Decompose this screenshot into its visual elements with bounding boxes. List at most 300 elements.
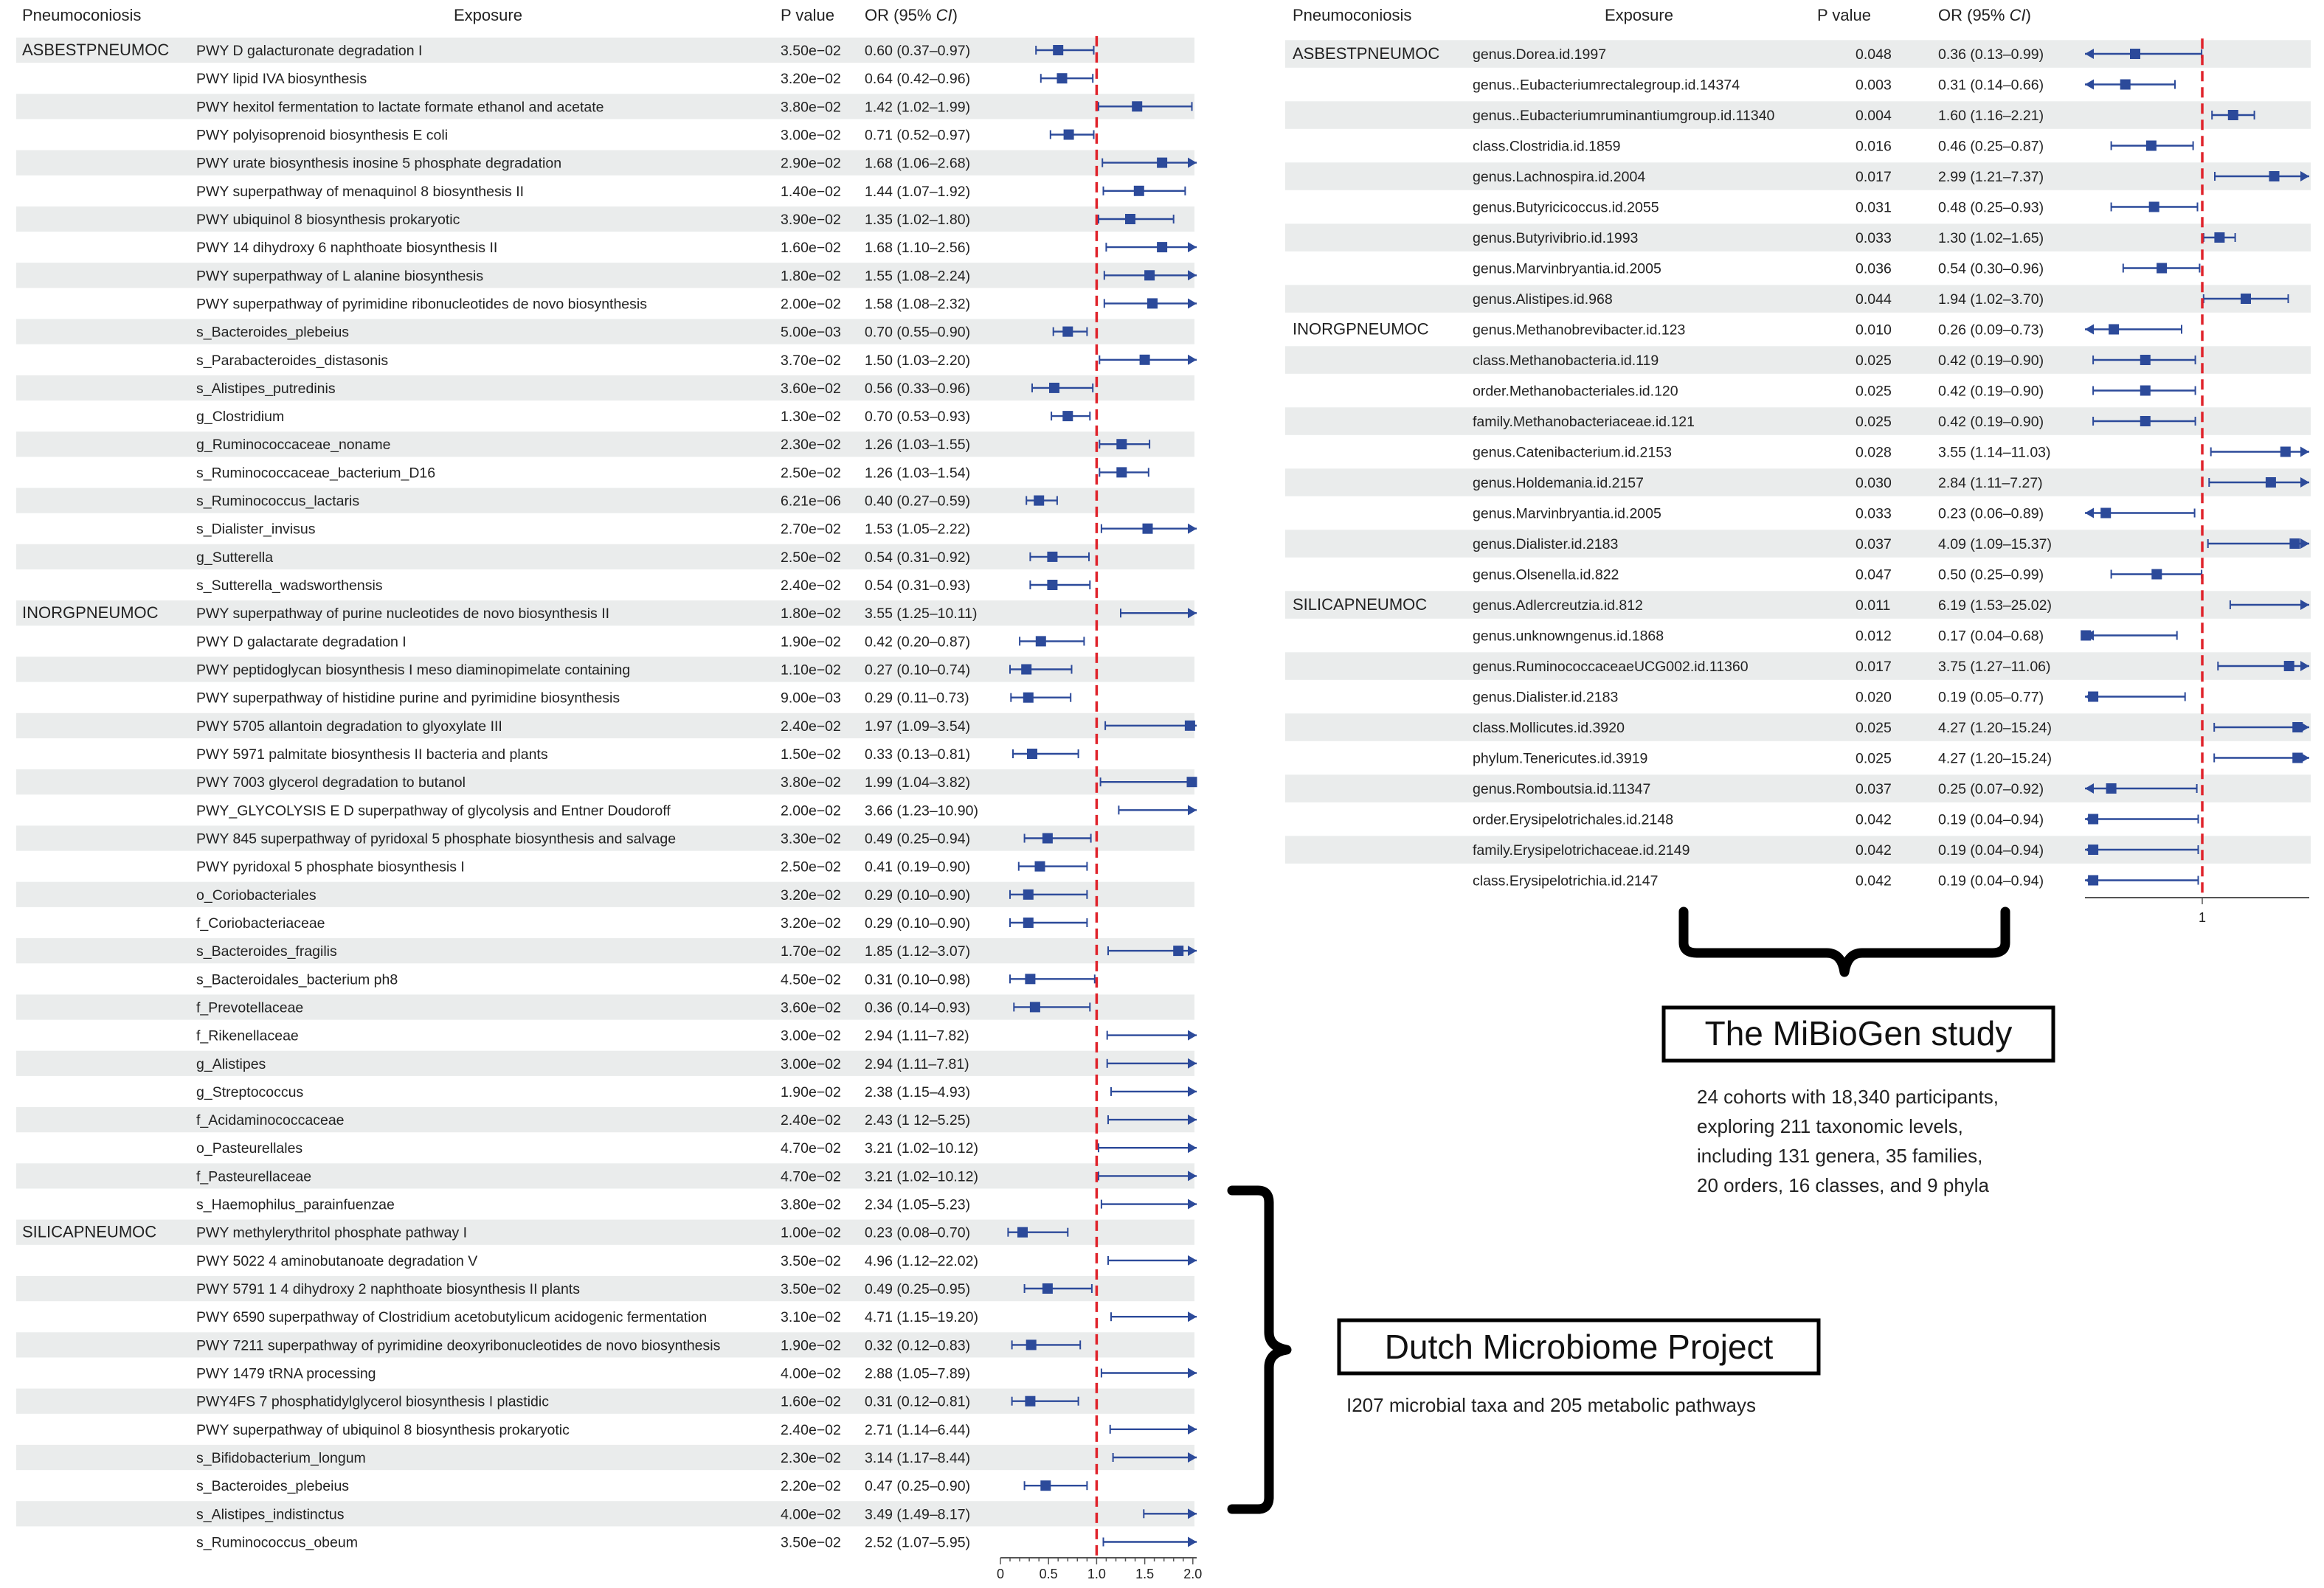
right-p-value: 0.017 bbox=[1856, 169, 1892, 185]
left-p-value: 1.90e−02 bbox=[781, 1337, 841, 1354]
left-exposure-label: PWY peptidoglycan biosynthesis I meso diaminopimelate containing bbox=[196, 662, 631, 679]
left-or-text: 3.21 (1.02–10.12) bbox=[865, 1140, 978, 1157]
left-or-text: 0.60 (0.37–0.97) bbox=[865, 43, 971, 59]
left-row-band bbox=[16, 150, 1194, 176]
left-point-estimate bbox=[1047, 552, 1057, 562]
left-p-value: 5.00e−03 bbox=[781, 324, 841, 341]
left-or-text: 0.36 (0.14–0.93) bbox=[865, 999, 971, 1016]
left-exposure-label: s_Alistipes_putredinis bbox=[196, 380, 336, 397]
left-or-text: 0.70 (0.53–0.93) bbox=[865, 409, 971, 426]
left-p-value: 3.50e−02 bbox=[781, 1252, 841, 1269]
left-point-estimate bbox=[1143, 524, 1153, 534]
right-header-or: OR (95% CI) bbox=[1938, 6, 2031, 24]
left-p-value: 2.90e−02 bbox=[781, 155, 841, 172]
right-or-text: 6.19 (1.53–25.02) bbox=[1938, 597, 2052, 614]
right-p-value: 0.044 bbox=[1856, 291, 1892, 308]
right-point-estimate bbox=[2228, 110, 2238, 120]
right-exposure-label: genus.Butyrivibrio.id.1993 bbox=[1473, 230, 1639, 246]
left-group-label: INORGPNEUMOC bbox=[22, 603, 159, 623]
right-point-estimate bbox=[2106, 783, 2117, 794]
left-or-text: 0.23 (0.08–0.70) bbox=[865, 1224, 971, 1241]
left-or-text: 1.68 (1.10–2.56) bbox=[865, 240, 971, 257]
right-point-estimate bbox=[2088, 845, 2098, 855]
left-exposure-label: s_Ruminococcus_obeum bbox=[196, 1534, 358, 1551]
left-point-estimate bbox=[1187, 777, 1197, 787]
left-or-text: 1.53 (1.05–2.22) bbox=[865, 521, 971, 538]
mibiogen-title: The MiBioGen study bbox=[1704, 1014, 2013, 1053]
left-exposure-label: PWY superpathway of purine nucleotides de novo biosynthesis II bbox=[196, 606, 610, 623]
right-or-text: 0.48 (0.25–0.93) bbox=[1938, 199, 2044, 216]
left-or-text: 1.97 (1.09–3.54) bbox=[865, 718, 971, 735]
right-tick-label: 1 bbox=[2198, 910, 2207, 925]
left-p-value: 1.60e−02 bbox=[781, 1393, 841, 1410]
right-point-estimate bbox=[2088, 876, 2098, 886]
left-or-text: 1.42 (1.02–1.99) bbox=[865, 99, 971, 116]
left-row-band bbox=[16, 1107, 1194, 1132]
left-exposure-label: PWY superpathway of L alanine biosynthesis bbox=[196, 268, 484, 285]
left-or-text: 0.29 (0.10–0.90) bbox=[865, 915, 971, 932]
left-p-value: 1.30e−02 bbox=[781, 409, 841, 426]
left-or-text: 0.40 (0.27–0.59) bbox=[865, 493, 971, 510]
left-point-estimate bbox=[1049, 383, 1059, 393]
right-or-text: 0.42 (0.19–0.90) bbox=[1938, 353, 2044, 369]
right-exposure-label: family.Erysipelotrichaceae.id.2149 bbox=[1473, 842, 1690, 859]
right-point-estimate bbox=[2149, 202, 2159, 212]
left-exposure-label: s_Sutterella_wadsworthensis bbox=[196, 578, 383, 594]
dutch-brace bbox=[1232, 1190, 1287, 1509]
right-p-value: 0.025 bbox=[1856, 383, 1892, 400]
left-exposure-label: f_Coriobacteriaceae bbox=[196, 915, 325, 932]
left-point-estimate bbox=[1125, 214, 1135, 224]
right-header-exposure: Exposure bbox=[1605, 6, 1673, 24]
right-p-value: 0.016 bbox=[1856, 138, 1892, 155]
dutch-title: Dutch Microbiome Project bbox=[1384, 1328, 1774, 1366]
left-p-value: 2.40e−02 bbox=[781, 718, 841, 735]
left-row-band bbox=[16, 769, 1194, 794]
right-p-value: 0.033 bbox=[1856, 230, 1892, 246]
left-exposure-label: PWY methylerythritol phosphate pathway I bbox=[196, 1224, 468, 1241]
left-exposure-label: PWY pyridoxal 5 phosphate biosynthesis I bbox=[196, 859, 465, 876]
right-point-estimate bbox=[2269, 171, 2280, 181]
left-or-text: 2.94 (1.11–7.82) bbox=[865, 1027, 969, 1044]
left-or-text: 1.44 (1.07–1.92) bbox=[865, 183, 971, 200]
right-exposure-label: genus.Romboutsia.id.11347 bbox=[1473, 781, 1651, 797]
right-exposure-label: genus.Alistipes.id.968 bbox=[1473, 291, 1613, 308]
left-or-text: 0.27 (0.10–0.74) bbox=[865, 662, 971, 679]
right-exposure-label: genus.Butyricicoccus.id.2055 bbox=[1473, 199, 1659, 216]
right-exposure-label: phylum.Tenericutes.id.3919 bbox=[1473, 750, 1648, 767]
left-row-band bbox=[16, 431, 1194, 457]
left-exposure-label: f_Pasteurellaceae bbox=[196, 1168, 312, 1185]
left-p-value: 3.20e−02 bbox=[781, 887, 841, 904]
right-or-text: 0.31 (0.14–0.66) bbox=[1938, 77, 2044, 94]
left-p-value: 3.20e−02 bbox=[781, 915, 841, 932]
right-p-value: 0.017 bbox=[1856, 659, 1892, 675]
left-ci-arrow-right bbox=[1188, 1086, 1197, 1097]
right-p-value: 0.012 bbox=[1856, 628, 1892, 645]
left-p-value: 3.00e−02 bbox=[781, 127, 841, 144]
left-point-estimate bbox=[1017, 1227, 1028, 1238]
right-exposure-label: genus.Dialister.id.2183 bbox=[1473, 536, 1619, 552]
right-exposure-label: genus.Olsenella.id.822 bbox=[1473, 566, 1619, 583]
left-exposure-label: PWY polyisoprenoid biosynthesis E coli bbox=[196, 127, 449, 144]
left-p-value: 3.60e−02 bbox=[781, 999, 841, 1016]
left-row-band bbox=[16, 1051, 1194, 1076]
right-ci-arrow-right bbox=[2300, 447, 2309, 457]
right-exposure-label: class.Mollicutes.id.3920 bbox=[1473, 720, 1625, 736]
right-p-value: 0.042 bbox=[1856, 811, 1892, 828]
left-exposure-label: o_Pasteurellales bbox=[196, 1140, 303, 1157]
left-exposure-label: f_Acidaminococcaceae bbox=[196, 1112, 345, 1129]
left-row-band bbox=[16, 1501, 1194, 1526]
left-p-value: 2.50e−02 bbox=[781, 859, 841, 876]
right-p-value: 0.025 bbox=[1856, 414, 1892, 430]
left-point-estimate bbox=[1185, 721, 1195, 731]
left-or-text: 0.31 (0.12–0.81) bbox=[865, 1393, 971, 1410]
left-exposure-label: s_Parabacteroides_distasonis bbox=[196, 352, 389, 369]
left-p-value: 3.80e−02 bbox=[781, 774, 841, 791]
right-p-value: 0.003 bbox=[1856, 77, 1892, 94]
left-exposure-label: g_Alistipes bbox=[196, 1055, 266, 1072]
right-exposure-label: genus..Eubacteriumrectalegroup.id.14374 bbox=[1473, 77, 1740, 94]
right-point-estimate bbox=[2146, 141, 2157, 151]
left-p-value: 3.50e−02 bbox=[781, 43, 841, 59]
right-point-estimate bbox=[2100, 508, 2111, 519]
left-or-text: 4.96 (1.12–22.02) bbox=[865, 1252, 978, 1269]
left-p-value: 3.50e−02 bbox=[781, 1534, 841, 1551]
left-point-estimate bbox=[1035, 861, 1045, 872]
right-or-text: 3.75 (1.27–11.06) bbox=[1938, 659, 2051, 675]
left-tick-label: 1.5 bbox=[1135, 1567, 1155, 1581]
left-row-band bbox=[16, 1445, 1194, 1470]
right-p-value: 0.025 bbox=[1856, 353, 1892, 369]
left-exposure-label: s_Bacteroides_fragilis bbox=[196, 943, 337, 960]
left-p-value: 3.30e−02 bbox=[781, 831, 841, 847]
left-ci-arrow-right bbox=[1188, 298, 1197, 308]
right-point-estimate bbox=[2292, 753, 2303, 763]
right-point-estimate bbox=[2130, 49, 2140, 59]
left-exposure-label: PWY superpathway of menaquinol 8 biosynthesis II bbox=[196, 183, 525, 200]
right-point-estimate bbox=[2120, 80, 2131, 90]
left-group-label: ASBESTPNEUMOC bbox=[22, 41, 170, 59]
right-row-band bbox=[1285, 530, 2311, 558]
left-p-value: 2.40e−02 bbox=[781, 1421, 841, 1438]
left-exposure-label: s_Ruminococcus_lactaris bbox=[196, 493, 360, 510]
left-point-estimate bbox=[1157, 158, 1167, 168]
right-or-text: 1.94 (1.02–3.70) bbox=[1938, 291, 2044, 308]
left-exposure-label: PWY D galacturonate degradation I bbox=[196, 43, 423, 59]
right-point-estimate bbox=[2140, 355, 2151, 365]
left-point-estimate bbox=[1034, 496, 1044, 506]
right-row-band bbox=[1285, 468, 2311, 496]
right-exposure-label: genus..Eubacteriumruminantiumgroup.id.11340 bbox=[1473, 108, 1775, 124]
left-ci-arrow-right bbox=[1188, 1143, 1197, 1153]
left-or-text: 1.26 (1.03–1.55) bbox=[865, 437, 971, 454]
left-row-band bbox=[16, 319, 1194, 344]
left-point-estimate bbox=[1021, 665, 1031, 675]
right-row-band bbox=[1285, 223, 2311, 252]
right-exposure-label: genus.Catenibacterium.id.2153 bbox=[1473, 444, 1672, 461]
left-or-text: 1.99 (1.04–3.82) bbox=[865, 774, 971, 791]
left-row-band bbox=[16, 263, 1194, 288]
left-point-estimate bbox=[1047, 580, 1057, 590]
left-point-estimate bbox=[1116, 467, 1127, 477]
left-point-estimate bbox=[1134, 186, 1144, 196]
left-or-text: 0.33 (0.13–0.81) bbox=[865, 746, 971, 763]
left-p-value: 1.80e−02 bbox=[781, 606, 841, 623]
left-row-band bbox=[16, 1163, 1194, 1188]
right-or-text: 2.99 (1.21–7.37) bbox=[1938, 169, 2044, 185]
left-point-estimate bbox=[1040, 1480, 1051, 1491]
right-point-estimate bbox=[2140, 386, 2151, 396]
left-exposure-label: g_Ruminococcaceae_noname bbox=[196, 437, 391, 454]
left-row-band bbox=[16, 938, 1194, 963]
left-or-text: 2.88 (1.05–7.89) bbox=[865, 1365, 971, 1382]
left-point-estimate bbox=[1025, 974, 1035, 984]
right-exposure-label: class.Methanobacteria.id.119 bbox=[1473, 353, 1659, 369]
left-row-band bbox=[16, 544, 1194, 569]
left-row-band bbox=[16, 38, 1194, 63]
right-header-pneumoconiosis: Pneumoconiosis bbox=[1293, 6, 1412, 24]
left-exposure-label: PWY 7003 glycerol degradation to butanol bbox=[196, 774, 466, 791]
left-point-estimate bbox=[1064, 130, 1074, 140]
left-p-value: 4.70e−02 bbox=[781, 1168, 841, 1185]
right-ci-arrow-left bbox=[2085, 325, 2094, 335]
right-exposure-label: genus.unknowngenus.id.1868 bbox=[1473, 628, 1664, 645]
left-ci-arrow-right bbox=[1188, 1255, 1197, 1266]
left-exposure-label: PWY 5971 palmitate biosynthesis II bacteria and plants bbox=[196, 746, 548, 763]
right-p-value: 0.031 bbox=[1856, 199, 1892, 216]
right-p-value: 0.042 bbox=[1856, 842, 1892, 859]
left-or-text: 0.54 (0.31–0.93) bbox=[865, 578, 971, 594]
left-point-estimate bbox=[1132, 101, 1142, 111]
left-or-text: 1.26 (1.03–1.54) bbox=[865, 465, 971, 482]
left-or-text: 0.29 (0.10–0.90) bbox=[865, 887, 971, 904]
left-exposure-label: s_Dialister_invisus bbox=[196, 521, 316, 538]
right-or-text: 4.09 (1.09–15.37) bbox=[1938, 536, 2052, 552]
right-or-text: 0.50 (0.25–0.99) bbox=[1938, 566, 2044, 583]
left-exposure-label: PWY 14 dihydroxy 6 naphthoate biosynthesis II bbox=[196, 240, 498, 257]
mibiogen-desc-line-2: exploring 211 taxonomic levels, bbox=[1697, 1115, 1963, 1137]
left-header-or: OR (95% CI) bbox=[865, 6, 958, 24]
left-p-value: 2.20e−02 bbox=[781, 1478, 841, 1495]
left-or-text: 1.85 (1.12–3.07) bbox=[865, 943, 971, 960]
left-or-text: 2.52 (1.07–5.95) bbox=[865, 1534, 971, 1551]
left-p-value: 4.50e−02 bbox=[781, 971, 841, 988]
right-or-text: 0.19 (0.04–0.94) bbox=[1938, 842, 2044, 859]
right-ci-arrow-left bbox=[2085, 508, 2094, 519]
left-p-value: 1.90e−02 bbox=[781, 1083, 841, 1100]
left-or-text: 0.56 (0.33–0.96) bbox=[865, 380, 971, 397]
left-forest-table bbox=[16, 36, 1202, 1581]
left-point-estimate bbox=[1023, 890, 1034, 900]
left-p-value: 1.40e−02 bbox=[781, 183, 841, 200]
left-or-text: 0.49 (0.25–0.94) bbox=[865, 831, 971, 847]
left-exposure-label: PWY lipid IVA biosynthesis bbox=[196, 71, 367, 88]
right-p-value: 0.036 bbox=[1856, 260, 1892, 277]
left-or-text: 0.49 (0.25–0.95) bbox=[865, 1281, 971, 1297]
left-point-estimate bbox=[1062, 411, 1073, 421]
left-exposure-label: PWY 6590 superpathway of Clostridium acetobutylicum acidogenic fermentation bbox=[196, 1309, 708, 1326]
right-row-band bbox=[1285, 162, 2311, 190]
right-or-text: 1.30 (1.02–1.65) bbox=[1938, 230, 2044, 246]
right-row-band bbox=[1285, 652, 2311, 680]
left-exposure-label: g_Clostridium bbox=[196, 409, 285, 426]
left-point-estimate bbox=[1023, 693, 1034, 703]
right-or-text: 0.26 (0.09–0.73) bbox=[1938, 322, 2044, 339]
left-point-estimate bbox=[1026, 1339, 1037, 1350]
left-or-text: 0.70 (0.55–0.90) bbox=[865, 324, 971, 341]
left-or-text: 3.14 (1.17–8.44) bbox=[865, 1450, 971, 1466]
right-exposure-label: genus.Marvinbryantia.id.2005 bbox=[1473, 260, 1661, 277]
right-or-text: 0.19 (0.04–0.94) bbox=[1938, 811, 2044, 828]
left-or-text: 0.31 (0.10–0.98) bbox=[865, 971, 971, 988]
left-point-estimate bbox=[1144, 270, 1155, 280]
mibiogen-desc-line-3: including 131 genera, 35 families, bbox=[1697, 1145, 1983, 1167]
left-or-text: 1.58 (1.08–2.32) bbox=[865, 296, 971, 313]
right-or-text: 0.17 (0.04–0.68) bbox=[1938, 628, 2044, 645]
left-ci-arrow-right bbox=[1188, 1199, 1197, 1210]
mibiogen-brace bbox=[1684, 912, 2005, 972]
left-p-value: 1.80e−02 bbox=[781, 268, 841, 285]
left-or-text: 0.47 (0.25–0.90) bbox=[865, 1478, 971, 1495]
right-exposure-label: genus.Lachnospira.id.2004 bbox=[1473, 169, 1646, 185]
left-ci-arrow-right bbox=[1188, 1311, 1197, 1322]
right-point-estimate bbox=[2266, 477, 2276, 488]
right-p-value: 0.004 bbox=[1856, 108, 1892, 124]
right-forest-table bbox=[1285, 38, 2311, 925]
left-or-text: 2.38 (1.15–4.93) bbox=[865, 1083, 971, 1100]
left-tick-label: 0 bbox=[996, 1567, 1005, 1581]
left-p-value: 9.00e−03 bbox=[781, 690, 841, 707]
left-p-value: 2.40e−02 bbox=[781, 1112, 841, 1129]
right-or-text: 0.19 (0.04–0.94) bbox=[1938, 873, 2044, 890]
right-or-text: 0.42 (0.19–0.90) bbox=[1938, 383, 2044, 400]
left-exposure-label: o_Coriobacteriales bbox=[196, 887, 317, 904]
right-group-label: INORGPNEUMOC bbox=[1293, 319, 1429, 339]
right-row-band bbox=[1285, 713, 2311, 741]
left-row-band bbox=[16, 488, 1194, 513]
left-exposure-label: PWY ubiquinol 8 biosynthesis prokaryotic bbox=[196, 212, 460, 228]
right-point-estimate bbox=[2157, 263, 2167, 274]
left-ci-arrow-right bbox=[1188, 1536, 1197, 1547]
left-point-estimate bbox=[1157, 242, 1167, 252]
left-p-value: 3.70e−02 bbox=[781, 352, 841, 369]
right-point-estimate bbox=[2292, 722, 2303, 732]
left-row-band bbox=[16, 713, 1194, 738]
right-point-estimate bbox=[2284, 661, 2294, 671]
left-point-estimate bbox=[1062, 327, 1073, 337]
right-or-text: 0.46 (0.25–0.87) bbox=[1938, 138, 2044, 155]
left-or-text: 3.21 (1.02–10.12) bbox=[865, 1168, 978, 1185]
left-header-pneumoconiosis: Pneumoconiosis bbox=[22, 6, 142, 24]
right-exposure-label: order.Erysipelotrichales.id.2148 bbox=[1473, 811, 1674, 828]
left-or-text: 1.50 (1.03–2.20) bbox=[865, 352, 971, 369]
right-row-band bbox=[1285, 285, 2311, 313]
right-or-text: 3.55 (1.14–11.03) bbox=[1938, 444, 2051, 461]
left-p-value: 1.10e−02 bbox=[781, 662, 841, 679]
left-p-value: 3.50e−02 bbox=[781, 1281, 841, 1297]
left-point-estimate bbox=[1140, 355, 1150, 365]
left-or-text: 3.66 (1.23–10.90) bbox=[865, 802, 978, 819]
left-exposure-label: PWY D galactarate degradation I bbox=[196, 634, 407, 651]
left-p-value: 4.70e−02 bbox=[781, 1140, 841, 1157]
right-point-estimate bbox=[2081, 631, 2091, 641]
left-or-text: 4.71 (1.15–19.20) bbox=[865, 1309, 978, 1326]
left-tick-label: 0.5 bbox=[1039, 1567, 1058, 1581]
right-or-text: 4.27 (1.20–15.24) bbox=[1938, 720, 2052, 736]
right-point-estimate bbox=[2151, 569, 2162, 580]
mibiogen-desc-line-4: 20 orders, 16 classes, and 9 phyla bbox=[1697, 1174, 1990, 1196]
right-p-value: 0.048 bbox=[1856, 46, 1892, 63]
left-or-text: 1.55 (1.08–2.24) bbox=[865, 268, 971, 285]
right-p-value: 0.010 bbox=[1856, 322, 1892, 339]
left-p-value: 1.00e−02 bbox=[781, 1224, 841, 1241]
right-p-value: 0.033 bbox=[1856, 505, 1892, 522]
left-exposure-label: PWY 5022 4 aminobutanoate degradation V bbox=[196, 1252, 478, 1269]
left-point-estimate bbox=[1025, 1396, 1035, 1407]
left-exposure-label: f_Prevotellaceae bbox=[196, 999, 304, 1016]
left-exposure-label: s_Bacteroidales_bacterium ph8 bbox=[196, 971, 398, 988]
mibiogen-desc-line-1: 24 cohorts with 18,340 participants, bbox=[1697, 1086, 1999, 1108]
left-exposure-label: g_Sutterella bbox=[196, 549, 274, 566]
left-tick-label: 1.0 bbox=[1087, 1567, 1106, 1581]
left-exposure-label: f_Rikenellaceae bbox=[196, 1027, 299, 1044]
right-point-estimate bbox=[2280, 447, 2291, 457]
left-exposure-label: s_Bifidobacterium_longum bbox=[196, 1450, 366, 1466]
left-exposure-label: s_Bacteroides_plebeius bbox=[196, 1478, 350, 1495]
right-group-label: ASBESTPNEUMOC bbox=[1293, 44, 1440, 63]
left-p-value: 2.40e−02 bbox=[781, 578, 841, 594]
right-ci-arrow-left bbox=[2085, 80, 2094, 90]
left-p-value: 3.60e−02 bbox=[781, 380, 841, 397]
left-or-text: 2.34 (1.05–5.23) bbox=[865, 1196, 971, 1213]
right-exposure-label: genus.RuminococcaceaeUCG002.id.11360 bbox=[1473, 659, 1749, 675]
right-point-estimate bbox=[2289, 538, 2300, 549]
left-exposure-label: PWY_GLYCOLYSIS E D superpathway of glycolysis and Entner Doudoroff bbox=[196, 802, 671, 819]
left-exposure-label: PWY 1479 tRNA processing bbox=[196, 1365, 376, 1382]
right-exposure-label: class.Clostridia.id.1859 bbox=[1473, 138, 1621, 155]
right-or-text: 0.36 (0.13–0.99) bbox=[1938, 46, 2044, 63]
left-or-text: 1.68 (1.06–2.68) bbox=[865, 155, 971, 172]
right-point-estimate bbox=[2088, 692, 2098, 702]
left-or-text: 1.35 (1.02–1.80) bbox=[865, 212, 971, 228]
left-p-value: 3.90e−02 bbox=[781, 212, 841, 228]
dutch-desc: I207 microbial taxa and 205 metabolic pathways bbox=[1346, 1394, 1756, 1416]
right-or-text: 2.84 (1.11–7.27) bbox=[1938, 475, 2043, 491]
right-exposure-label: genus.Dialister.id.2183 bbox=[1473, 689, 1619, 706]
left-point-estimate bbox=[1042, 1283, 1053, 1294]
left-or-text: 3.55 (1.25–10.11) bbox=[865, 606, 978, 623]
right-p-value: 0.047 bbox=[1856, 566, 1892, 583]
left-exposure-label: PWY urate biosynthesis inosine 5 phosphate degradation bbox=[196, 155, 562, 172]
left-or-text: 0.71 (0.52–0.97) bbox=[865, 127, 971, 144]
right-point-estimate bbox=[2140, 416, 2151, 426]
left-p-value: 4.00e−02 bbox=[781, 1506, 841, 1523]
left-p-value: 1.90e−02 bbox=[781, 634, 841, 651]
left-ci-arrow-right bbox=[1188, 805, 1197, 815]
left-p-value: 6.21e−06 bbox=[781, 493, 841, 510]
right-or-text: 0.23 (0.06–0.89) bbox=[1938, 505, 2044, 522]
left-p-value: 3.20e−02 bbox=[781, 71, 841, 88]
left-p-value: 4.00e−02 bbox=[781, 1365, 841, 1382]
left-point-estimate bbox=[1036, 636, 1046, 646]
left-or-text: 0.41 (0.19–0.90) bbox=[865, 859, 971, 876]
left-exposure-label: PWY superpathway of pyrimidine ribonucleotides de novo biosynthesis bbox=[196, 296, 647, 313]
left-tick-label: 2.0 bbox=[1183, 1567, 1203, 1581]
left-ci-arrow-right bbox=[1188, 524, 1197, 534]
right-or-text: 4.27 (1.20–15.24) bbox=[1938, 750, 2052, 767]
